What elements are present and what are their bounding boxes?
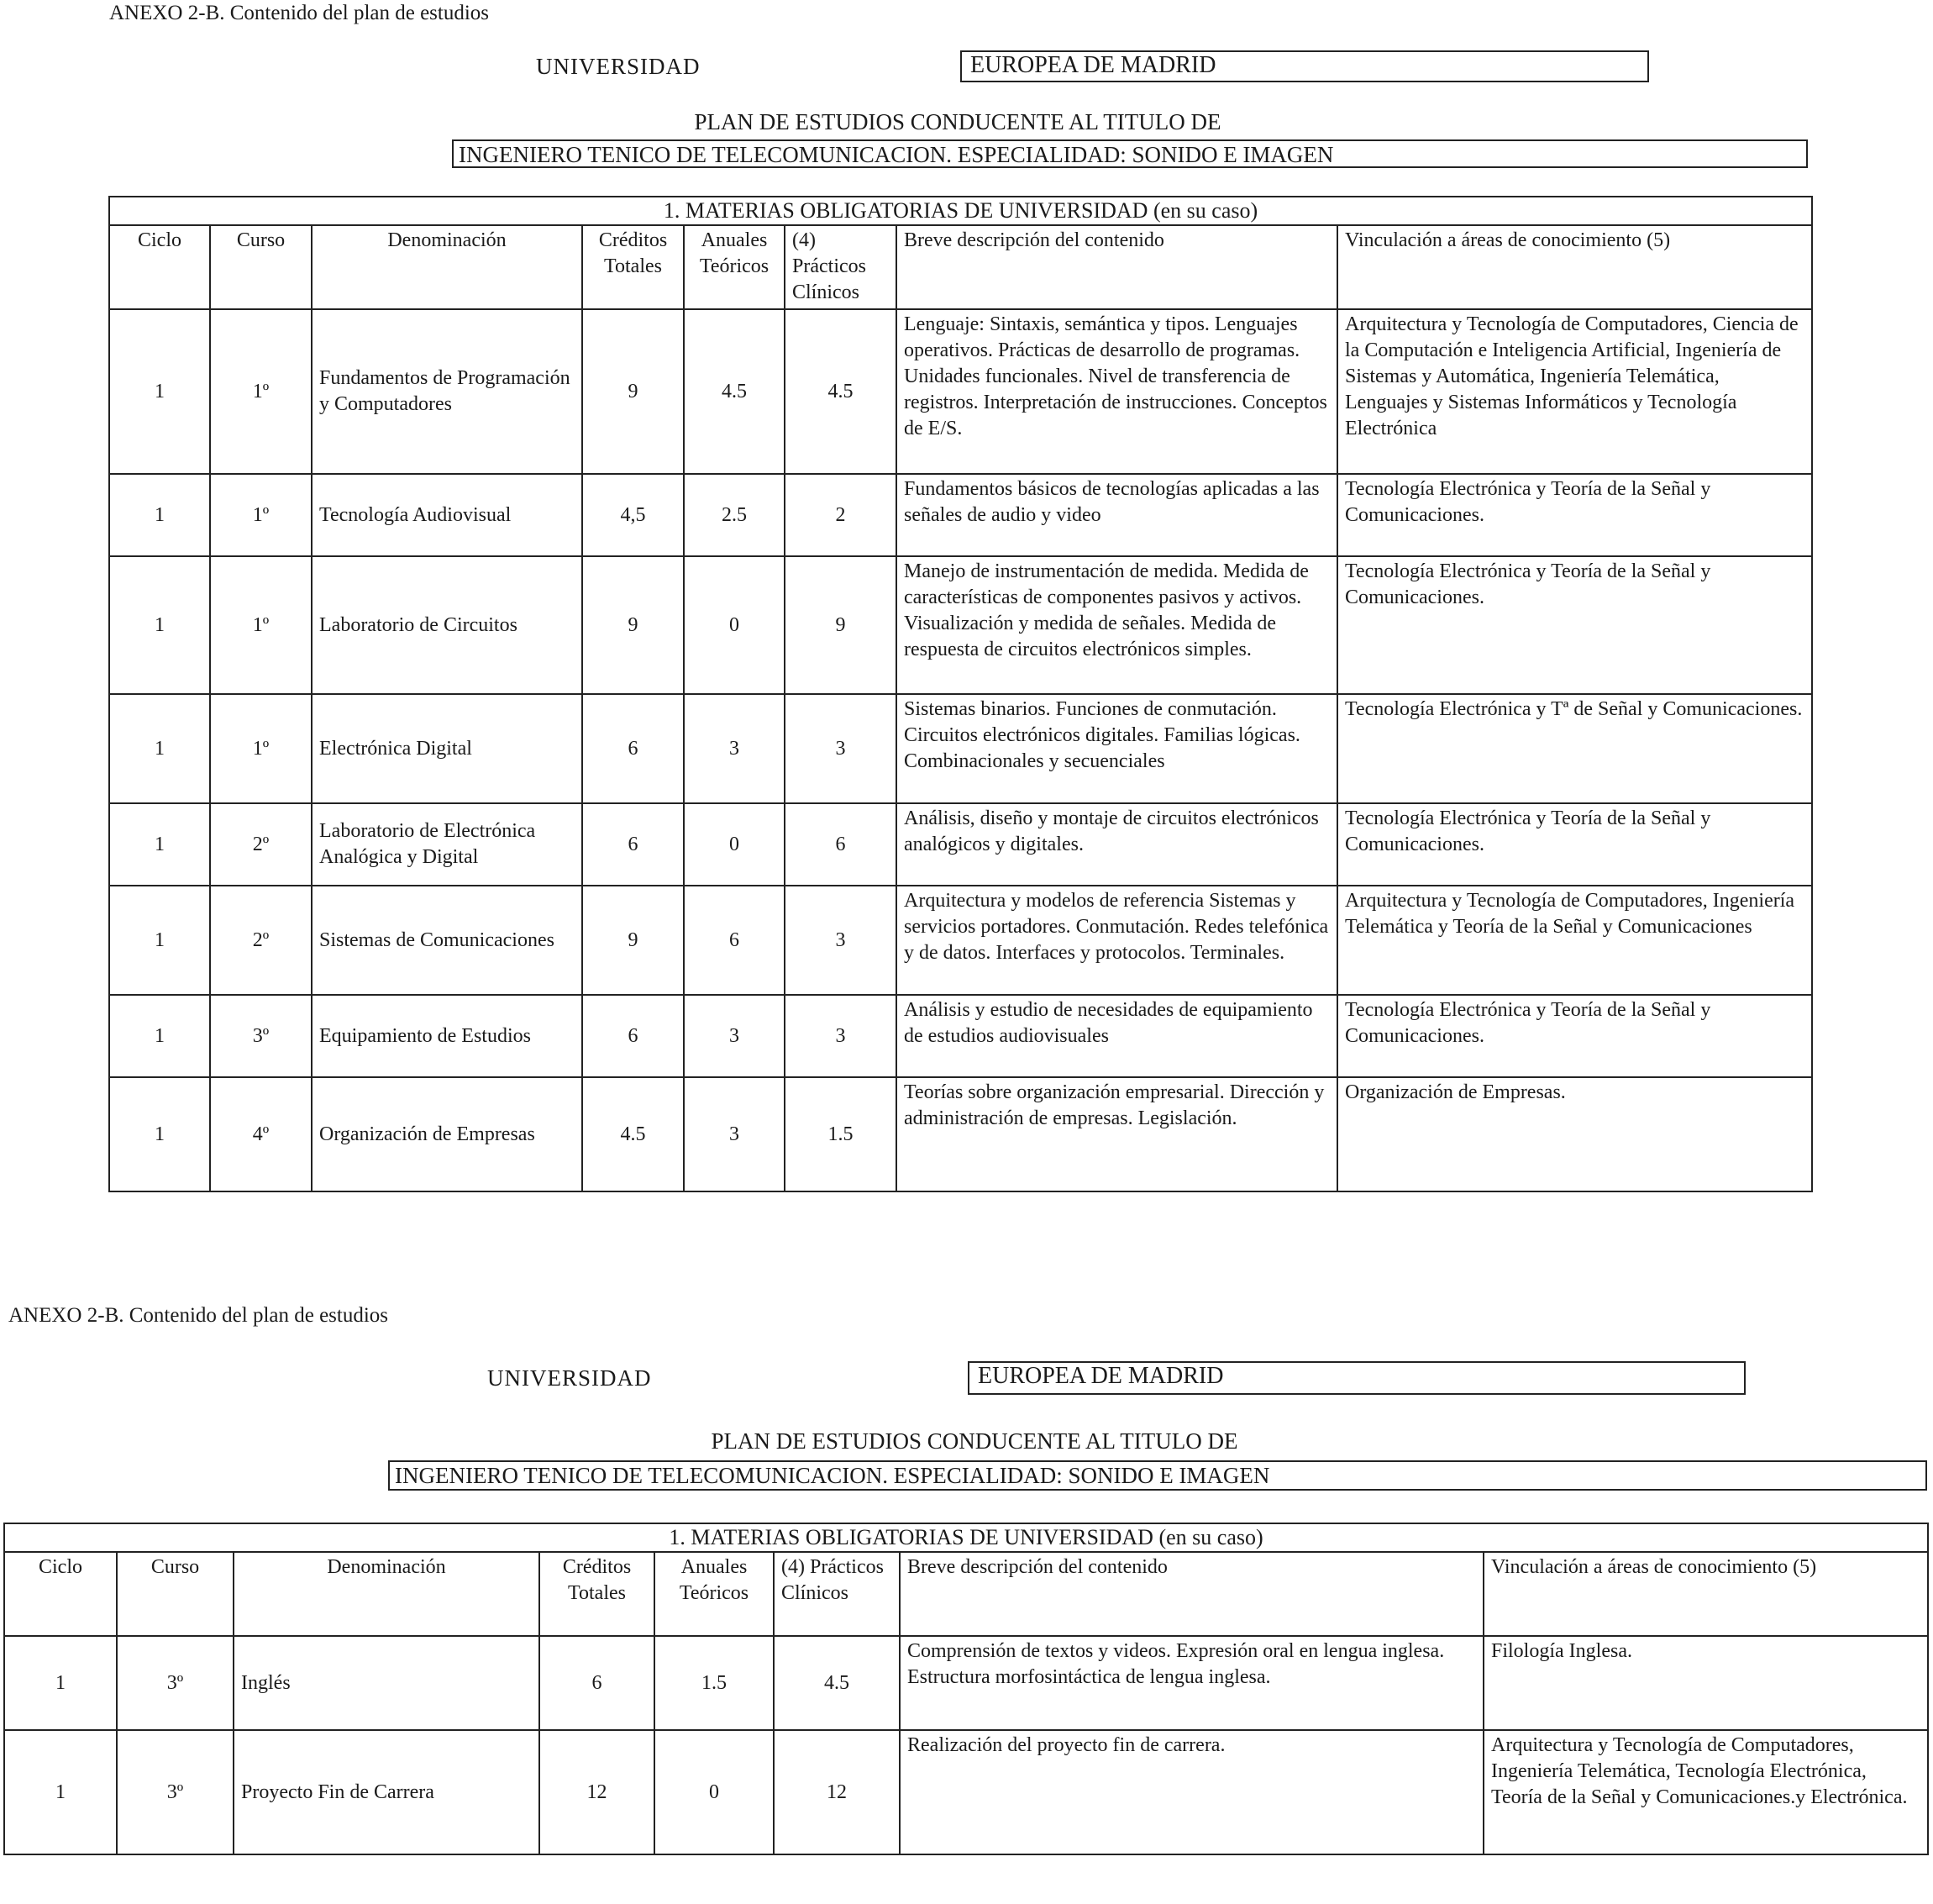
cell-practicos: 12 bbox=[774, 1730, 900, 1854]
cell-creditos: 9 bbox=[582, 556, 684, 694]
cell-curso: 1º bbox=[210, 474, 312, 556]
cell-curso: 2º bbox=[210, 886, 312, 995]
header-vinculacion: Vinculación a áreas de conocimiento (5) bbox=[1337, 225, 1812, 309]
cell-ciclo: 1 bbox=[109, 474, 210, 556]
cell-vinculacion: Tecnología Electrónica y Teoría de la Señal y Comunicaciones. bbox=[1337, 803, 1812, 886]
cell-creditos: 4.5 bbox=[582, 1077, 684, 1191]
cell-practicos: 3 bbox=[785, 694, 896, 803]
cell-practicos: 3 bbox=[785, 995, 896, 1077]
table-caption-2: 1. MATERIAS OBLIGATORIAS DE UNIVERSIDAD (en su caso) bbox=[4, 1523, 1928, 1552]
cell-creditos: 6 bbox=[539, 1636, 654, 1730]
cell-ciclo: 1 bbox=[4, 1730, 117, 1854]
table-row bbox=[109, 886, 1812, 995]
cell-creditos: 12 bbox=[539, 1730, 654, 1854]
cell-practicos: 2 bbox=[785, 474, 896, 556]
cell-ciclo: 1 bbox=[109, 556, 210, 694]
header-practicos: (4) Prácticos Clínicos bbox=[774, 1552, 900, 1636]
cell-denominacion: Laboratorio de Electrónica Analógica y Digital bbox=[312, 803, 582, 886]
cell-denominacion: Fundamentos de Programación y Computadores bbox=[312, 309, 582, 474]
cell-teoricos: 4.5 bbox=[684, 309, 785, 474]
cell-denominacion: Organización de Empresas bbox=[312, 1077, 582, 1191]
cell-creditos: 6 bbox=[582, 803, 684, 886]
cell-ciclo: 1 bbox=[109, 803, 210, 886]
universidad-value-box-2: EUROPEA DE MADRID bbox=[968, 1361, 1746, 1395]
cell-vinculacion: Tecnología Electrónica y Tª de Señal y Comunicaciones. bbox=[1337, 694, 1812, 803]
universidad-label-2: UNIVERSIDAD bbox=[487, 1365, 652, 1391]
table-row bbox=[4, 1730, 1928, 1854]
table-row bbox=[109, 309, 1812, 474]
header-practicos: (4) Prácticos Clínicos bbox=[785, 225, 896, 309]
cell-creditos: 6 bbox=[582, 995, 684, 1077]
cell-creditos: 9 bbox=[582, 886, 684, 995]
cell-creditos: 6 bbox=[582, 694, 684, 803]
cell-practicos: 6 bbox=[785, 803, 896, 886]
cell-teoricos: 3 bbox=[684, 995, 785, 1077]
cell-descripcion: Análisis, diseño y montaje de circuitos electrónicos analógicos y digitales. bbox=[896, 803, 1337, 886]
header-ciclo: Ciclo bbox=[4, 1552, 117, 1636]
header-denominacion: Denominación bbox=[234, 1552, 539, 1636]
table-row bbox=[109, 803, 1812, 886]
cell-ciclo: 1 bbox=[109, 309, 210, 474]
table-caption: 1. MATERIAS OBLIGATORIAS DE UNIVERSIDAD (en su caso) bbox=[109, 197, 1812, 225]
titulo-box-2: INGENIERO TENICO DE TELECOMUNICACION. ESPECIALIDAD: SONIDO E IMAGEN bbox=[388, 1460, 1927, 1491]
cell-denominacion: Equipamiento de Estudios bbox=[312, 995, 582, 1077]
cell-teoricos: 0 bbox=[684, 803, 785, 886]
plan-title-2: PLAN DE ESTUDIOS CONDUCENTE AL TITULO DE bbox=[711, 1428, 1238, 1454]
cell-vinculacion: Arquitectura y Tecnología de Computadores, Ciencia de la Computación e Inteligencia Artificial, Ingeniería de Sistemas y Automática, Ingeniería Telemática, Lenguajes y Sistemas Informáticos y Tecnología Electrónica bbox=[1337, 309, 1812, 474]
cell-descripcion: Realización del proyecto fin de carrera. bbox=[900, 1730, 1484, 1854]
cell-descripcion: Fundamentos básicos de tecnologías aplicadas a las señales de audio y video bbox=[896, 474, 1337, 556]
cell-descripcion: Lenguaje: Sintaxis, semántica y tipos. Lenguajes operativos. Prácticas de desarrollo de programas. Unidades funcionales. Nivel de transferencia de registros. Interpretación de instrucciones. Conceptos de E/S. bbox=[896, 309, 1337, 474]
cell-vinculacion: Tecnología Electrónica y Teoría de la Señal y Comunicaciones. bbox=[1337, 474, 1812, 556]
cell-curso: 3º bbox=[117, 1730, 234, 1854]
cell-vinculacion: Organización de Empresas. bbox=[1337, 1077, 1812, 1191]
materias-table-1 bbox=[108, 196, 1813, 1192]
cell-ciclo: 1 bbox=[109, 694, 210, 803]
header-creditos: Créditos Totales bbox=[582, 225, 684, 309]
cell-teoricos: 6 bbox=[684, 886, 785, 995]
header-denominacion: Denominación bbox=[312, 225, 582, 309]
universidad-label: UNIVERSIDAD bbox=[536, 54, 701, 79]
cell-denominacion: Inglés bbox=[234, 1636, 539, 1730]
header-teoricos: Anuales Teóricos bbox=[654, 1552, 774, 1636]
header-descripcion: Breve descripción del contenido bbox=[896, 225, 1337, 309]
cell-vinculacion: Filología Inglesa. bbox=[1484, 1636, 1928, 1730]
cell-curso: 1º bbox=[210, 694, 312, 803]
cell-practicos: 4.5 bbox=[774, 1636, 900, 1730]
cell-ciclo: 1 bbox=[109, 886, 210, 995]
cell-curso: 3º bbox=[210, 995, 312, 1077]
table-header-row bbox=[109, 225, 1812, 309]
cell-practicos: 9 bbox=[785, 556, 896, 694]
cell-teoricos: 2.5 bbox=[684, 474, 785, 556]
table-row bbox=[109, 474, 1812, 556]
cell-descripcion: Sistemas binarios. Funciones de conmutación. Circuitos electrónicos digitales. Familias lógicas. Combinacionales y secuenciales bbox=[896, 694, 1337, 803]
header-vinculacion: Vinculación a áreas de conocimiento (5) bbox=[1484, 1552, 1928, 1636]
table-row bbox=[4, 1636, 1928, 1730]
cell-curso: 2º bbox=[210, 803, 312, 886]
cell-denominacion: Tecnología Audiovisual bbox=[312, 474, 582, 556]
cell-descripcion: Manejo de instrumentación de medida. Medida de características de componentes pasivos y activos. Visualización y medida de señales. Medida de respuesta de circuitos electrónicos simples. bbox=[896, 556, 1337, 694]
table-row bbox=[109, 694, 1812, 803]
cell-denominacion: Laboratorio de Circuitos bbox=[312, 556, 582, 694]
cell-teoricos: 3 bbox=[684, 1077, 785, 1191]
cell-teoricos: 3 bbox=[684, 694, 785, 803]
cell-creditos: 4,5 bbox=[582, 474, 684, 556]
plan-title: PLAN DE ESTUDIOS CONDUCENTE AL TITULO DE bbox=[694, 109, 1221, 134]
header-curso: Curso bbox=[210, 225, 312, 309]
table-row bbox=[109, 556, 1812, 694]
cell-practicos: 3 bbox=[785, 886, 896, 995]
anexo-heading: ANEXO 2-B. Contenido del plan de estudios bbox=[109, 2, 490, 24]
cell-teoricos: 0 bbox=[654, 1730, 774, 1854]
cell-teoricos: 1.5 bbox=[654, 1636, 774, 1730]
materias-table-2 bbox=[3, 1523, 1929, 1855]
anexo-heading-2: ANEXO 2-B. Contenido del plan de estudios bbox=[8, 1304, 389, 1327]
cell-descripcion: Comprensión de textos y videos. Expresión oral en lengua inglesa. Estructura morfosintáctica de lengua inglesa. bbox=[900, 1636, 1484, 1730]
cell-practicos: 1.5 bbox=[785, 1077, 896, 1191]
cell-curso: 1º bbox=[210, 556, 312, 694]
header-ciclo: Ciclo bbox=[109, 225, 210, 309]
cell-vinculacion: Arquitectura y Tecnología de Computadores, Ingeniería Telemática y Teoría de la Señal y Comunicaciones bbox=[1337, 886, 1812, 995]
cell-descripcion: Análisis y estudio de necesidades de equipamiento de estudios audiovisuales bbox=[896, 995, 1337, 1077]
cell-curso: 4º bbox=[210, 1077, 312, 1191]
cell-descripcion: Arquitectura y modelos de referencia Sistemas y servicios portadores. Conmutación. Redes telefónica y de datos. Interfaces y protocolos. Terminales. bbox=[896, 886, 1337, 995]
header-teoricos: Anuales Teóricos bbox=[684, 225, 785, 309]
cell-denominacion: Proyecto Fin de Carrera bbox=[234, 1730, 539, 1854]
cell-ciclo: 1 bbox=[4, 1636, 117, 1730]
cell-ciclo: 1 bbox=[109, 995, 210, 1077]
table-row bbox=[109, 1077, 1812, 1191]
universidad-value-box: EUROPEA DE MADRID bbox=[960, 50, 1649, 82]
table-header-row bbox=[4, 1552, 1928, 1636]
cell-practicos: 4.5 bbox=[785, 309, 896, 474]
cell-ciclo: 1 bbox=[109, 1077, 210, 1191]
cell-denominacion: Electrónica Digital bbox=[312, 694, 582, 803]
cell-descripcion: Teorías sobre organización empresarial. Dirección y administración de empresas. Legislación. bbox=[896, 1077, 1337, 1191]
cell-denominacion: Sistemas de Comunicaciones bbox=[312, 886, 582, 995]
cell-creditos: 9 bbox=[582, 309, 684, 474]
cell-teoricos: 0 bbox=[684, 556, 785, 694]
cell-curso: 1º bbox=[210, 309, 312, 474]
cell-curso: 3º bbox=[117, 1636, 234, 1730]
cell-vinculacion: Tecnología Electrónica y Teoría de la Señal y Comunicaciones. bbox=[1337, 995, 1812, 1077]
cell-vinculacion: Tecnología Electrónica y Teoría de la Señal y Comunicaciones. bbox=[1337, 556, 1812, 694]
table-row bbox=[109, 995, 1812, 1077]
titulo-box: INGENIERO TENICO DE TELECOMUNICACION. ESPECIALIDAD: SONIDO E IMAGEN bbox=[452, 139, 1808, 168]
header-curso: Curso bbox=[117, 1552, 234, 1636]
cell-vinculacion: Arquitectura y Tecnología de Computadores, Ingeniería Telemática, Tecnología Electrónica, Teoría de la Señal y Comunicaciones.y Electrónica. bbox=[1484, 1730, 1928, 1854]
header-creditos: Créditos Totales bbox=[539, 1552, 654, 1636]
header-descripcion: Breve descripción del contenido bbox=[900, 1552, 1484, 1636]
